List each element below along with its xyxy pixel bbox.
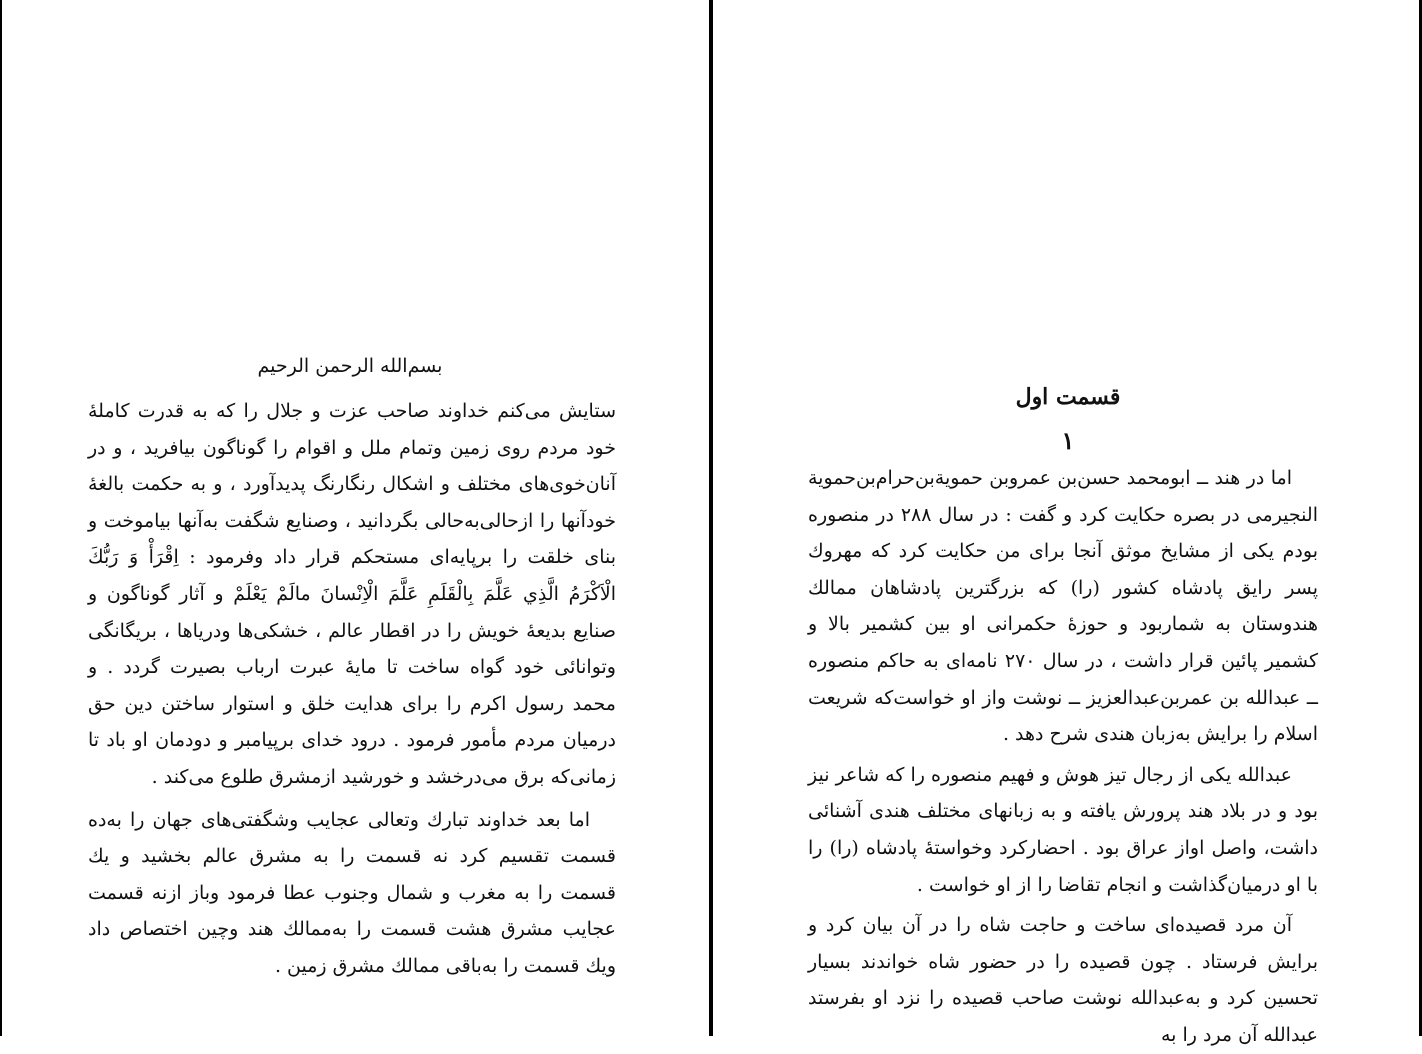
- chapter-number: ۱: [1061, 426, 1075, 455]
- section-title: قسمت اول: [1015, 384, 1121, 410]
- left-page: [0, 0, 710, 1036]
- left-paragraph-1: ستایش می‌کنم خداوند صاحب عزت و جلال را که به قدرت کاملهٔ خود مردم روی زمین وتمام ملل و اقوام را گوناگون بیافرید ، و در آنان‌خوی‌های مختلف و اشکال رنگارنگ پدیدآورد ، و به حکمت بالغهٔ خودآنها را ازحالی‌به‌حالی بگردانید ، وصنایع شگفت به‌آنها بیاموخت و بنای خلقت را برپایه‌ای مستحکم قرار داد وفرمود : اِقْرَأْ وَ رَبُّكَ الْاَكْرَمُ الَّذِي عَلَّمَ بِالْقَلَمِ عَلَّمَ الْاِنْسانَ مالَمْ يَعْلَمْ و آثار گوناگون و صنایع بدیعهٔ خویش را در اقطار عالم ، خشکی‌ها ودریاها ، بریگانگی وتوانائی خود گواه ساخت تا مایهٔ عبرت ارباب بصیرت گردد . و محمد رسول اکرم را برای هدایت خلق و استوار ساختن دین حق درمیان مردم مأمور فرمود . درود خدای برپیامبر و دودمان او باد تا زمانی‌که برق می‌درخشد و خورشید ازمشرق طلوع می‌کند .: [88, 400, 616, 788]
- left-paragraph-2: اما بعد خداوند تبارك وتعالی عجایب وشگفتی‌های جهان را به‌ده قسمت تقسیم کرد نه قسمت را به مشرق عالم بخشید و یك قسمت را به مغرب و شمال وجنوب عطا فرمود وباز ازنه قسمت عجایب مشرق هشت قسمت را به‌ممالك هند وچین اختصاص داد ویك قسمت را به‌باقی ممالك مشرق زمین .: [88, 808, 616, 977]
- right-page-body: [808, 460, 1318, 1054]
- left-page-body: [88, 393, 616, 985]
- right-page: [714, 0, 1422, 1046]
- basmala-header: بسم‌الله الرحمن الرحیم: [257, 355, 443, 377]
- right-paragraph-3: آن مرد قصیده‌ای ساخت و حاجت شاه را در آن بیان کرد و برایش فرستاد . چون قصیده را در حضور شاه خواندند بسیار تحسین کرد و به‌عبدالله نوشت صاحب قصیده را نزد او بفرستد عبدالله آن مرد را به: [808, 914, 1318, 1046]
- right-paragraph-2: عبدالله یکی از رجال تیز هوش و فهیم منصوره را که شاعر نیز بود و در بلاد هند پرورش یافته و به زبانهای مختلف هندی آشنائی داشت، واصل اواز عراق بود . احضارکرد وخواستهٔ پادشاه (را) را با او درمیان‌گذاشت و انجام تقاضا را از او خواست .: [808, 763, 1318, 896]
- right-paragraph-1: اما در هند ــ ابومحمد حسن‌بن عمروبن حمویةبن‌حرام‌بن‌حمویة النجیرمی در بصره حکایت کرد و گفت : در سال ۲۸۸ در منصوره بودم یکی از مشایخ موثق آنجا برای من حکایت کرد که مهروك پسر رایق پادشاه کشور (را) که بزرگترین پادشاهان ممالك هندوستان به شماربود و حوزهٔ حکمرانی او بین کشمیر بالا و کشمیر پائین قرار داشت ، در سال ۲۷۰ نامه‌ای به حاکم منصوره ــ عبدالله بن عمربن‌عبدالعزیز ــ نوشت واز او خواست‌که شریعت اسلام را برایش به‌زبان هندی شرح دهد .: [808, 467, 1319, 746]
